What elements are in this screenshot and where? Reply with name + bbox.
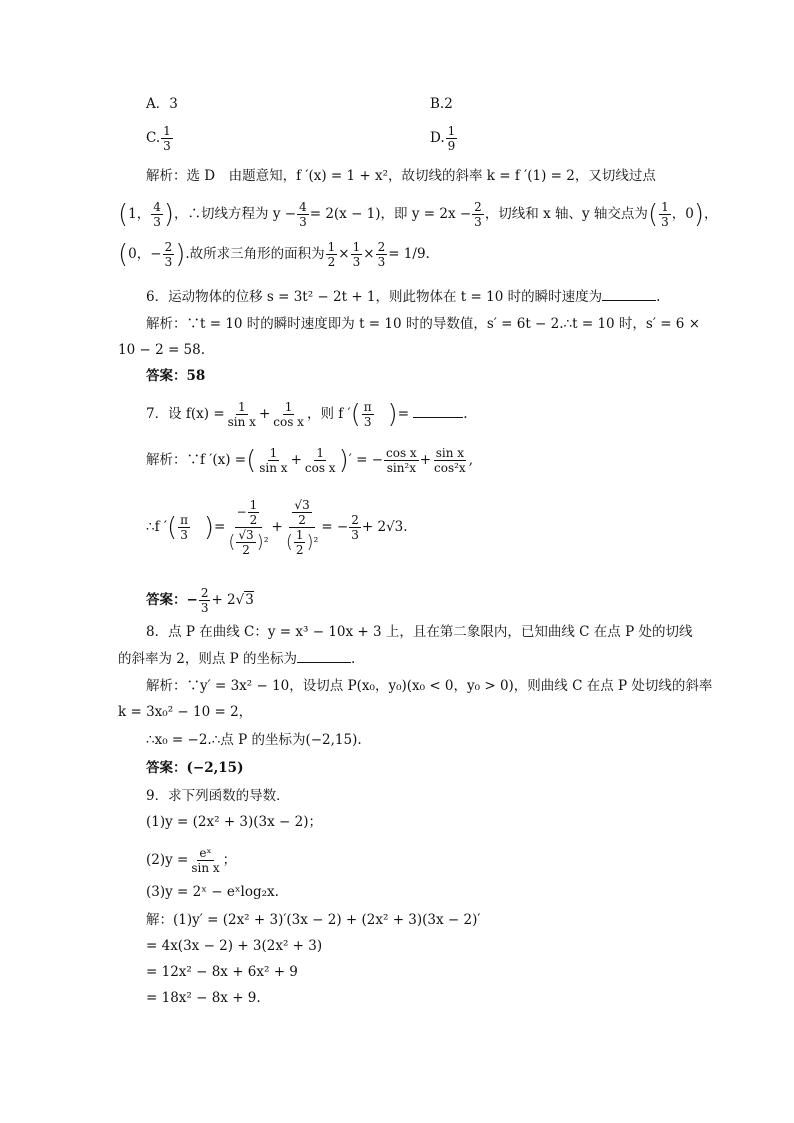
q8-solution-line2: k = 3x₀² − 10 = 2， xyxy=(118,704,253,720)
q5-solution-line1: 解析：选 D 由题意知，f ′(x) = 1 + x²，故切线的斜率 k = f ′(1) = 2，又切线过点 xyxy=(146,168,656,184)
q7-solution-line1: 解析：∵f ′(x) =( $\frac{1}{\text{sin x}}$ + $\frac{1}{\text{cos x}}$ )′ = − $\frac{\text{cos x}}{\text{sin²x}}$ + $\frac{\text{sin x}}{\text{cos²x}}$ , xyxy=(146,445,473,476)
q9-solution-line2: = 4x(3x − 2) + 3(2x² + 3) xyxy=(146,938,323,954)
q7-question: 7．设 f(x) = $\frac{1}{\text{sin x}}$ + $\frac{1}{\text{cos x}}$ ，则 f ′( $\frac{\pi}{3}$ )= . xyxy=(146,399,468,430)
q8-solution-line1: 解析：∵y′ = 3x² − 10，设切点 P(x₀，y₀)(x₀ < 0，y₀ > 0)，则曲线 C 在点 P 处切线的斜率 xyxy=(146,678,713,694)
q8-question-line2: 的斜率为 2，则点 P 的坐标为 . xyxy=(118,648,355,669)
q7-answer: 答案：− $\frac{2}{3}$ + 2√3 xyxy=(146,586,254,615)
q6-answer: 答案：58 xyxy=(146,368,206,384)
q9-part2: (2)y = $\frac{\text{eˣ}}{\text{sin x}}$ ； xyxy=(146,846,237,875)
q8-answer: 答案：(−2,15) xyxy=(146,760,244,776)
q9-part3: (3)y = 2ˣ − eˣlog₂x. xyxy=(146,884,279,900)
q6-solution-line1: 解析：∵t = 10 时的瞬时速度即为 t = 10 时的导数值，s′ = 6t − 2.∴t = 10 时，s′ = 6 × xyxy=(146,316,701,332)
option-d: D. $\frac{1}{9}$ xyxy=(430,124,456,153)
q9-question: 9．求下列函数的导数． xyxy=(146,788,290,804)
option-c: C. $\frac{1}{3}$ xyxy=(146,124,171,153)
q5-solution-line3: (0，− $\frac{2}{3}$ ).故所求三角形的面积为 $\frac{1}{2}$ × $\frac{1}{3}$ × $\frac{2}{3}$ = 1/9. xyxy=(118,239,430,270)
q9-solution-line3: = 12x² − 8x + 6x² + 9 xyxy=(146,964,298,980)
q9-solution-line4: = 18x² − 8x + 9. xyxy=(146,990,261,1006)
q6-solution-line2: 10 − 2 = 58. xyxy=(118,342,206,358)
q8-question-line1: 8．点 P 在曲线 C：y = x³ − 10x + 3 上，且在第二象限内，已知曲线 C 在点 P 处的切线 xyxy=(146,624,693,640)
option-b: B.2 xyxy=(430,96,453,112)
q5-solution-line2: (1， $\frac{4}{3}$ )，∴切线方程为 y − $\frac{4}{3}$ = 2(x − 1)，即 y = 2x − $\frac{2}{3}$ ，切线和 x 轴、y 轴交点为( $\frac{1}{3}$ ，0)， xyxy=(118,199,718,230)
q9-solution-line1: 解：(1)y′ = (2x² + 3)′(3x − 2) + (2x² + 3)(3x − 2)′ xyxy=(146,912,481,928)
q8-solution-line3: ∴x₀ = −2.∴点 P 的坐标为(−2,15). xyxy=(146,732,362,748)
q7-solution-line2: ∴f ′( $\frac{\pi}{3}$ )= − $\frac{1}{2}$ ( $\frac{√3}{2}$ )² + $\frac{√3}{2}$ ( $\frac{1}{2}$ )² = − $\frac{2}{3}$ + 2√3. xyxy=(146,498,408,557)
q9-part1: (1)y = (2x² + 3)(3x − 2)； xyxy=(146,814,322,830)
option-a: A．3 xyxy=(146,96,178,112)
q6-question: 6．运动物体的位移 s = 3t² − 2t + 1，则此物体在 t = 10 时的瞬时速度为 . xyxy=(146,286,660,307)
